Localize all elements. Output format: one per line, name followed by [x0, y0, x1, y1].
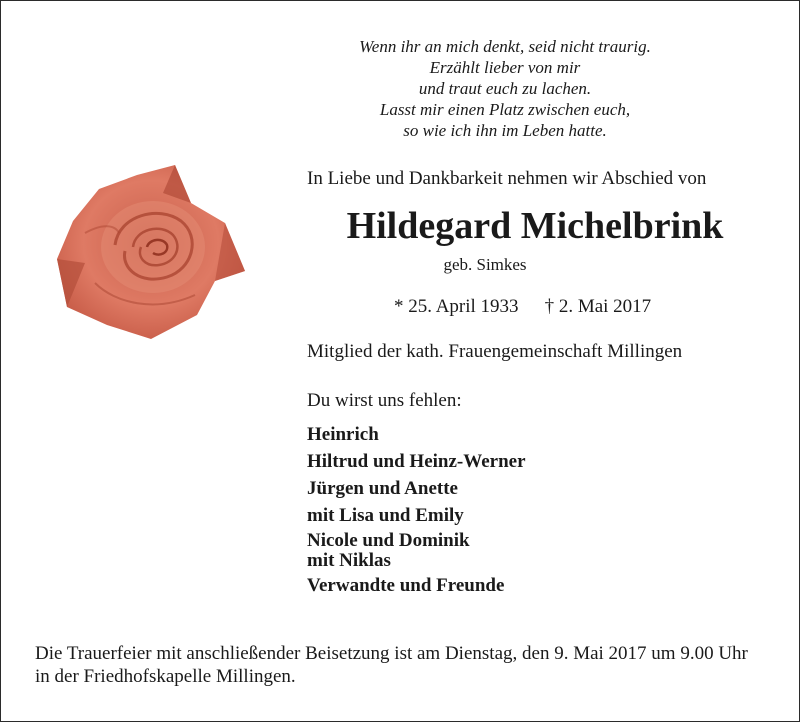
mourner-entry: Heinrich	[307, 424, 379, 445]
poem-line: so wie ich ihn im Leben hatte.	[403, 121, 607, 140]
funeral-notice: Die Trauerfeier mit anschließender Beisetzung ist am Dienstag, den 9. Mai 2017 um 9.00 Uhr in der Friedhofskapelle Millingen.	[35, 643, 748, 687]
life-dates	[394, 296, 651, 318]
death-date: † 2. Mai 2017	[544, 296, 652, 317]
rose-image	[55, 163, 247, 341]
mourner-entry: Jürgen und Anette	[307, 478, 458, 499]
poem	[290, 36, 720, 141]
mourner-entry: mit Niklas	[307, 550, 391, 571]
birth-name: geb. Simkes	[443, 255, 527, 274]
mourner-entry: Nicole und Dominik	[307, 530, 470, 551]
miss-you-text: Du wirst uns fehlen:	[307, 390, 462, 411]
deceased-name: Hildegard Michelbrink	[346, 205, 724, 247]
poem-line: Wenn ihr an mich denkt, seid nicht traurig.	[359, 37, 651, 56]
mourners-list	[307, 423, 526, 601]
mourner-entry: Hiltrud und Heinz-Werner	[307, 451, 526, 472]
poem-line: Erzählt lieber von mir	[429, 58, 581, 77]
poem-line: und traut euch zu lachen.	[418, 79, 592, 98]
membership-text: Mitglied der kath. Frauengemeinschaft Millingen	[307, 341, 683, 362]
poem-line: Lasst mir einen Platz zwischen euch,	[379, 100, 631, 119]
mourner-entry: Verwandte und Freunde	[307, 575, 505, 596]
birth-date: * 25. April 1933	[394, 296, 519, 317]
mourner-entry: mit Lisa und Emily	[307, 505, 464, 526]
intro-text: In Liebe und Dankbarkeit nehmen wir Abschied von	[307, 168, 707, 189]
